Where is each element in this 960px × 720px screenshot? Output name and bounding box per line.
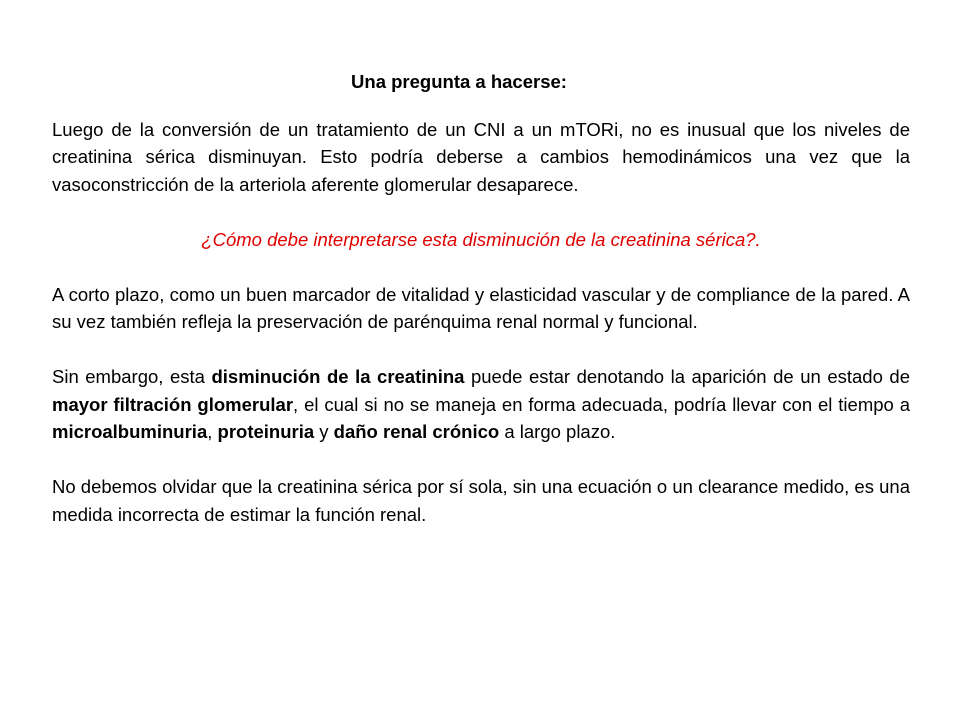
- bold-term-proteinuria: proteinuria: [217, 421, 315, 442]
- paragraph-conversion: Luego de la conversión de un tratamiento de un CNI a un mTORi, no es inusual que los niveles de creatinina sérica disminuyan. Esto podría deberse a cambios hemodinámicos una vez que la vasoconstricción de la arteriola aferente glomerular desaparece.: [52, 118, 910, 195]
- text-segment: Sin embargo, esta: [52, 366, 212, 387]
- text-segment: , el cual si no se maneja en forma adecuada, podría llevar con el tiempo a: [293, 393, 910, 415]
- bold-term-microalbuminuria: microalbuminuria: [52, 421, 208, 442]
- bold-term-chronic-renal-damage: daño renal crónico: [333, 421, 500, 442]
- slide-content: [52, 68, 910, 556]
- paragraph-however: [52, 363, 910, 446]
- bold-term-hyperfiltration: mayor filtración glomerular: [52, 393, 294, 415]
- paragraph-conclusion: No debemos olvidar que la creatinina sérica por sí sola, sin una ecuación o un clearance medido, es una medida incorrecta de estimar la función renal.: [52, 476, 910, 525]
- slide-title: Una pregunta a hacerse:: [351, 71, 567, 92]
- highlighted-question: ¿Cómo debe interpretarse esta disminución de la creatinina sérica?.: [201, 228, 761, 250]
- text-segment: a largo plazo.: [499, 421, 616, 442]
- text-segment: ,: [207, 421, 218, 442]
- text-segment: y: [314, 421, 334, 442]
- bold-term-creatinine-decrease: disminución de la creatinina: [211, 366, 465, 387]
- text-segment: puede estar denotando la aparición de un estado de: [464, 366, 910, 387]
- paragraph-short-term: A corto plazo, como un buen marcador de vitalidad y elasticidad vascular y de compliance de la pared. A su vez también refleja la preservación de parénquima renal normal y funcional.: [52, 283, 910, 332]
